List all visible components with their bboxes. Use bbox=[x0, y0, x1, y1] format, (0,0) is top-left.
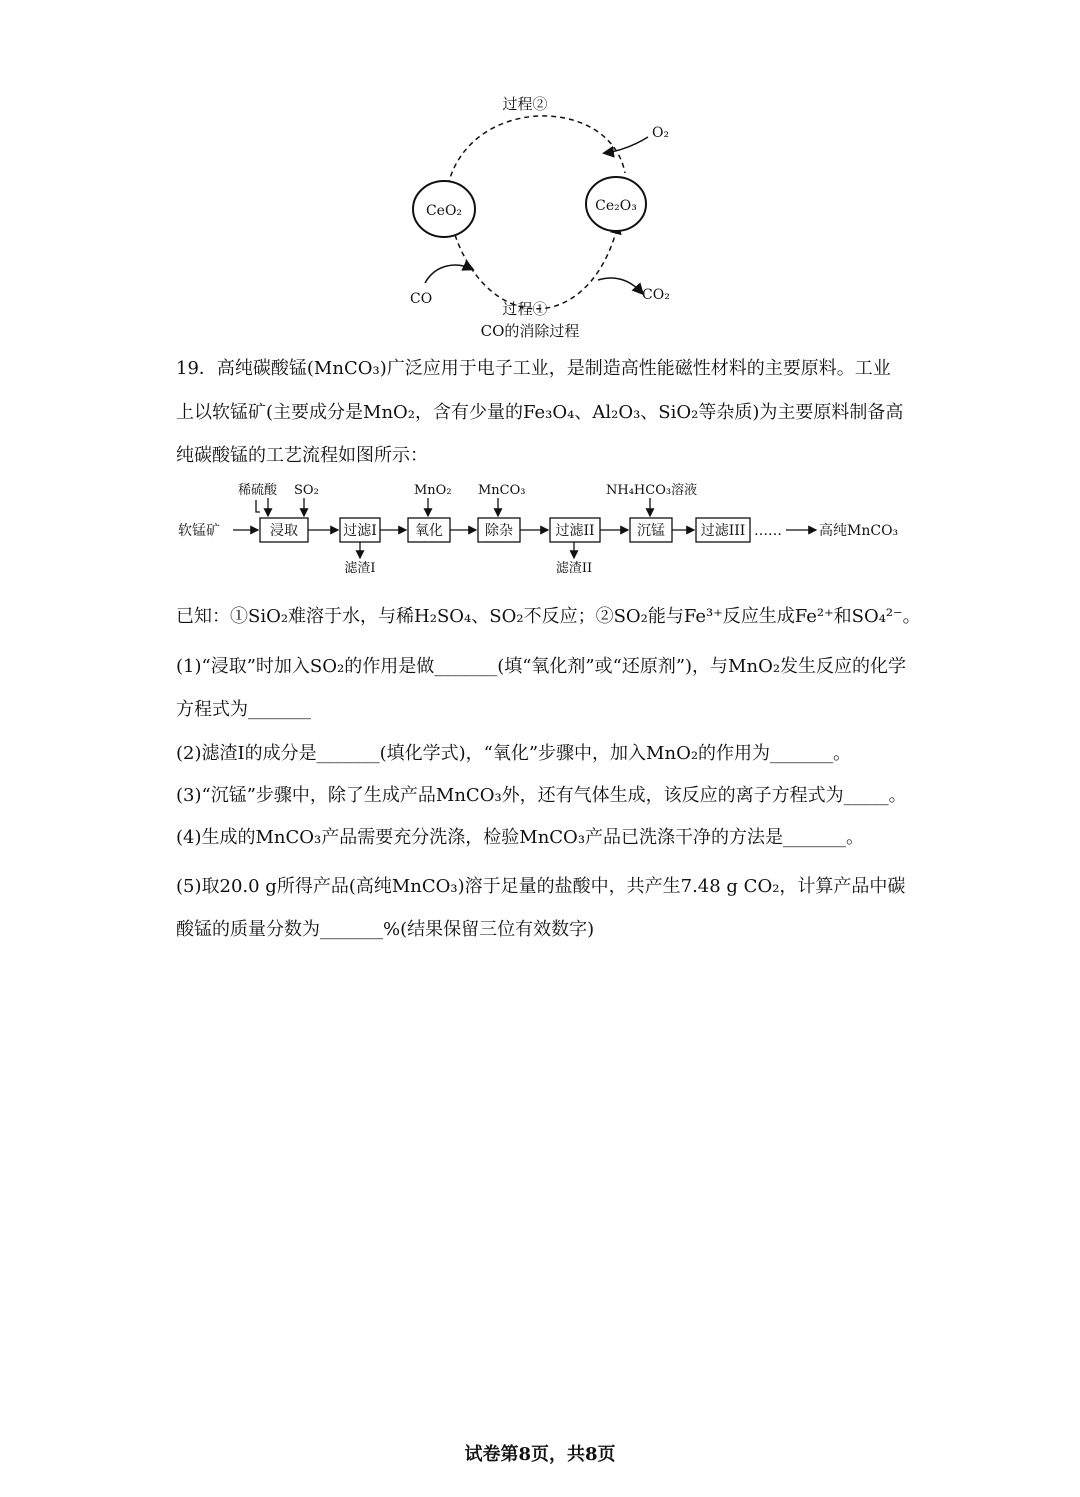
flow-filter1: 过滤I bbox=[343, 523, 377, 539]
process1-label: 过程① bbox=[502, 300, 548, 318]
flow-remove: 除杂 bbox=[485, 523, 513, 539]
flow-in-so2: SO₂ bbox=[294, 483, 319, 498]
page-footer: 试卷第8页，共8页 bbox=[464, 1444, 616, 1465]
q19-line3: 纯碳酸锰的工艺流程如图所示： bbox=[176, 445, 428, 466]
flow-start: 软锰矿 bbox=[178, 523, 220, 539]
cycle-top-arc bbox=[448, 116, 625, 185]
co2-arrow bbox=[598, 278, 642, 293]
co2-label: CO₂ bbox=[642, 287, 670, 303]
question-5a: (5)取20.0 g所得产品(高纯MnCO₃)溶于足量的盐酸中，共产生7.48 g CO₂，计算产品中碳 bbox=[176, 876, 906, 897]
flow-in-nh4hco3: NH₄HCO₃溶液 bbox=[606, 483, 698, 498]
process-flow-diagram bbox=[176, 478, 916, 578]
known-info: 已知：①SiO₂难溶于水，与稀H₂SO₄、SO₂不反应；②SO₂能与Fe³⁺反应生成Fe²⁺和SO₄²⁻。 bbox=[176, 606, 921, 627]
ceo2-label: CeO₂ bbox=[425, 203, 463, 219]
flow-residue1: 滤渣I bbox=[344, 561, 376, 576]
ce2o3-label: Ce₂O₃ bbox=[595, 198, 637, 214]
o2-arrow bbox=[605, 137, 648, 153]
question-5b: 酸锰的质量分数为_______%(结果保留三位有效数字) bbox=[176, 919, 595, 940]
flow-in-mnco3: MnCO₃ bbox=[478, 483, 526, 498]
co-elimination-cycle-diagram bbox=[380, 85, 700, 345]
question-1b: 方程式为_______ bbox=[176, 699, 311, 720]
flow-precip: 沉锰 bbox=[637, 523, 665, 539]
question-3: (3)“沉锰”步骤中，除了生成产品MnCO₃外，还有气体生成，该反应的离子方程式为_____。 bbox=[176, 785, 907, 806]
question-2: (2)滤渣I的成分是_______(填化学式)，“氧化”步骤中，加入MnO₂的作用为_______。 bbox=[176, 743, 852, 764]
question-4: (4)生成的MnCO₃产品需要充分洗涤，检验MnCO₃产品已洗涤干净的方法是_______。 bbox=[176, 827, 865, 848]
flow-in-acid: 稀硫酸 bbox=[238, 483, 278, 498]
flow-leach: 浸取 bbox=[270, 523, 298, 539]
q19-line1: 19．高纯碳酸锰(MnCO₃)广泛应用于电子工业，是制造高性能磁性材料的主要原料。工业 bbox=[176, 358, 891, 379]
flow-in-mno2: MnO₂ bbox=[414, 483, 452, 498]
q19-line2: 上以软锰矿(主要成分是MnO₂，含有少量的Fe₃O₄、Al₂O₃、SiO₂等杂质)为主要原料制备高 bbox=[176, 402, 904, 423]
o2-label: O₂ bbox=[652, 125, 670, 141]
flow-oxidize: 氧化 bbox=[415, 523, 443, 539]
flow-product: 高纯MnCO₃ bbox=[819, 523, 899, 539]
co-label: CO bbox=[410, 291, 433, 307]
question-1a: (1)“浸取”时加入SO₂的作用是做_______(填“氧化剂”或“还原剂”)，与MnO₂发生反应的化学 bbox=[176, 656, 907, 677]
cycle-bottom-arc bbox=[455, 225, 618, 309]
flow-residue2: 滤渣II bbox=[555, 561, 593, 576]
flow-filter2: 过滤II bbox=[555, 523, 595, 539]
flow-dots: …… bbox=[754, 523, 782, 539]
co-arrow bbox=[425, 265, 472, 283]
flow-filter3: 过滤III bbox=[700, 523, 746, 539]
process2-label: 过程② bbox=[502, 95, 548, 113]
cycle-caption: CO的消除过程 bbox=[480, 322, 580, 340]
